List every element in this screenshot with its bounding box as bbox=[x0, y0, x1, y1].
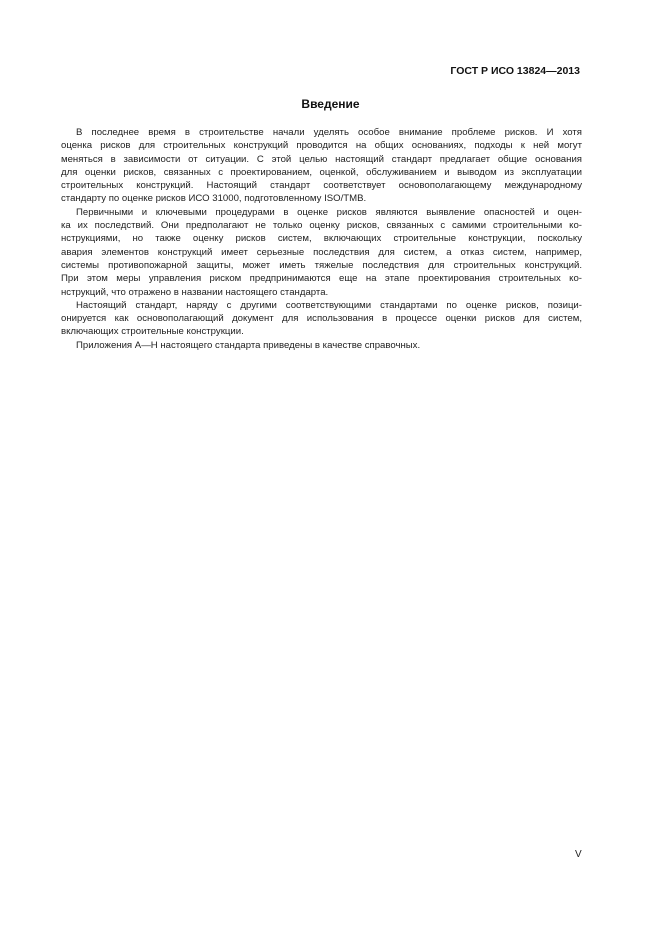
text-line: оценка рисков для строительных конструкций проводится на общих основаниях, подходы к ней могут bbox=[61, 140, 582, 152]
section-title: Введение bbox=[301, 97, 360, 111]
text-line: включающих строительные конструкции. bbox=[61, 326, 244, 338]
document-body bbox=[61, 126, 582, 352]
text-line: нструкциями, но также оценку рисков систем, включающих строительные конструкции, поскольку bbox=[61, 233, 582, 245]
paragraph bbox=[61, 206, 582, 299]
paragraph bbox=[61, 126, 582, 206]
paragraph bbox=[61, 299, 582, 339]
text-line: При этом меры управления риском предпринимаются еще на этапе проектирования строительных ко- bbox=[61, 273, 582, 285]
text-line: для оценки рисков, связанных с проектированием, оценкой, обслуживанием и выводом из эксплуатации bbox=[61, 166, 582, 178]
text-line: системы противопожарной защиты, может иметь тяжелые последствия для строительных конструкций. bbox=[61, 259, 582, 271]
text-line: Приложения А—Н настоящего стандарта приведены в качестве справочных. bbox=[76, 339, 421, 351]
text-line: онируется как основополагающий документ для использования в процессе оценки рисков для систем, bbox=[61, 313, 582, 325]
text-line: В последнее время в строительстве начали уделять особое внимание проблеме рисков. И хотя bbox=[76, 127, 582, 138]
text-line: ка их последствий. Они предполагают не только оценку рисков, связанных с самими строительными ко- bbox=[61, 220, 582, 232]
text-line: Первичными и ключевыми процедурами в оценке рисков являются выявление опасностей и оцен- bbox=[76, 206, 582, 218]
text-line: Настоящий стандарт, наряду с другими соответствующими стандартами по оценке рисков, позици- bbox=[76, 299, 582, 311]
page-number: V bbox=[575, 849, 582, 860]
text-line: нструкций, что отражено в названии настоящего стандарта. bbox=[61, 286, 329, 298]
text-line: авария элементов конструкций имеет серьезные последствия для систем, а отказ систем, например, bbox=[61, 246, 582, 258]
text-line: стандарту по оценке рисков ИСО 31000, подготовленному ISO/TMB. bbox=[61, 193, 367, 205]
document-code-header: ГОСТ Р ИСО 13824—2013 bbox=[450, 65, 580, 77]
paragraph bbox=[61, 339, 582, 352]
text-line: меняться в зависимости от ситуации. С этой целью настоящий стандарт предлагает общие основания bbox=[61, 153, 582, 165]
text-line: строительных конструкций. Настоящий стандарт соответствует основополагающему международному bbox=[61, 180, 582, 192]
